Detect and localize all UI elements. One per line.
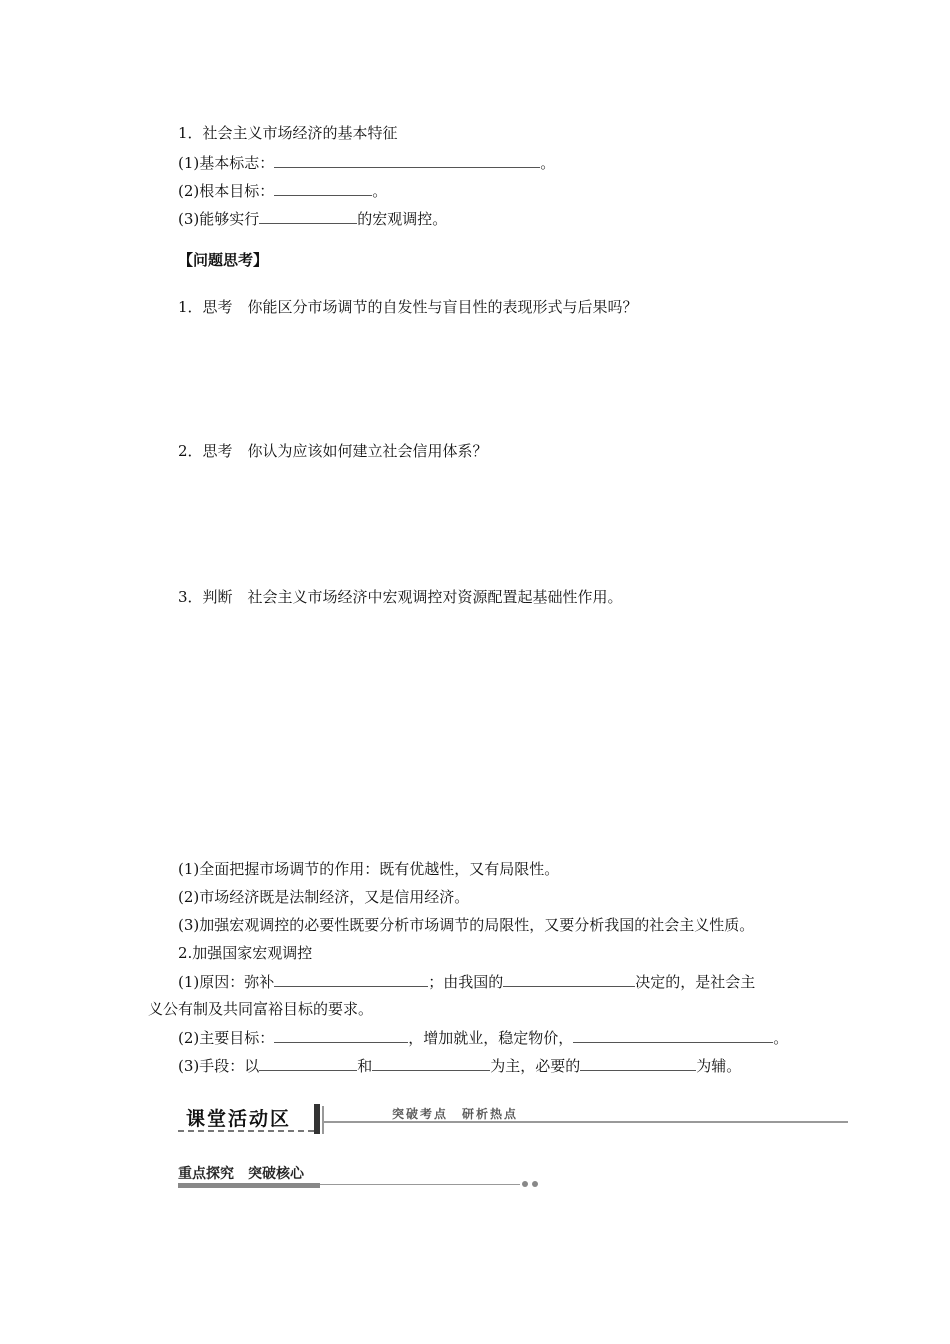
fill-item-basic-sign: (1)基本标志： 。 xyxy=(178,154,556,172)
banner-subtitle: 突破考点 研析热点 xyxy=(392,1107,519,1121)
answer-blank[interactable] xyxy=(274,180,372,196)
dot-icon xyxy=(532,1181,538,1187)
point-2: (2)市场经济既是法制经济，又是信用经济。 xyxy=(178,888,470,906)
fill-item-fundamental-goal: (2)根本目标： 。 xyxy=(178,182,388,200)
banner-divider-bar-thin xyxy=(322,1106,324,1134)
answer-blank[interactable] xyxy=(259,1055,357,1071)
key-exploration-section-header xyxy=(178,1163,548,1193)
answer-blank[interactable] xyxy=(580,1055,696,1071)
question-1: 1．思考 你能区分市场调节的自发性与盲目性的表现形式与后果吗？ xyxy=(178,298,638,316)
macro-means: (3)手段：以 和 为主，必要的 为辅。 xyxy=(178,1057,742,1075)
section-heading-features: 1．社会主义市场经济的基本特征 xyxy=(178,124,398,142)
answer-blank[interactable] xyxy=(274,971,428,987)
answer-blank[interactable] xyxy=(372,1055,490,1071)
answer-blank[interactable] xyxy=(274,1027,408,1043)
banner-divider-bar xyxy=(314,1104,320,1134)
section-title: 重点探究 突破核心 xyxy=(178,1166,304,1182)
macro-heading: 2.加强国家宏观调控 xyxy=(178,944,313,962)
fill-item-macro-control: (3)能够实行 的宏观调控。 xyxy=(178,210,448,228)
macro-goal: (2)主要目标： ，增加就业，稳定物价， 。 xyxy=(178,1029,789,1047)
questions-header: 【问题思考】 xyxy=(178,251,269,269)
section-rule xyxy=(320,1184,520,1185)
section-bar xyxy=(178,1183,320,1188)
point-1: (1)全面把握市场调节的作用：既有优越性，又有局限性。 xyxy=(178,860,560,878)
question-2: 2．思考 你认为应该如何建立社会信用体系？ xyxy=(178,442,488,460)
point-3: (3)加强宏观调控的必要性既要分析市场调节的局限性，又要分析我国的社会主义性质。 xyxy=(178,916,755,934)
answer-blank[interactable] xyxy=(259,208,357,224)
answer-blank[interactable] xyxy=(274,152,540,168)
question-3: 3．判断 社会主义市场经济中宏观调控对资源配置起基础性作用。 xyxy=(178,588,623,606)
fill-label: (2)根本目标： xyxy=(178,182,275,200)
macro-reason: (1)原因：弥补 ；由我国的 决定的，是社会主 xyxy=(178,973,756,991)
answer-blank[interactable] xyxy=(573,1027,773,1043)
classroom-activity-banner xyxy=(178,1104,848,1136)
fill-label: (1)基本标志： xyxy=(178,154,275,172)
answer-blank[interactable] xyxy=(503,971,635,987)
fill-label: (3)能够实行 xyxy=(178,210,260,228)
banner-dashed-underline xyxy=(178,1130,314,1132)
banner-title: 课堂活动区 xyxy=(186,1108,292,1130)
macro-reason-continued: 义公有制及共同富裕目标的要求。 xyxy=(148,1000,374,1018)
dot-icon xyxy=(522,1181,528,1187)
